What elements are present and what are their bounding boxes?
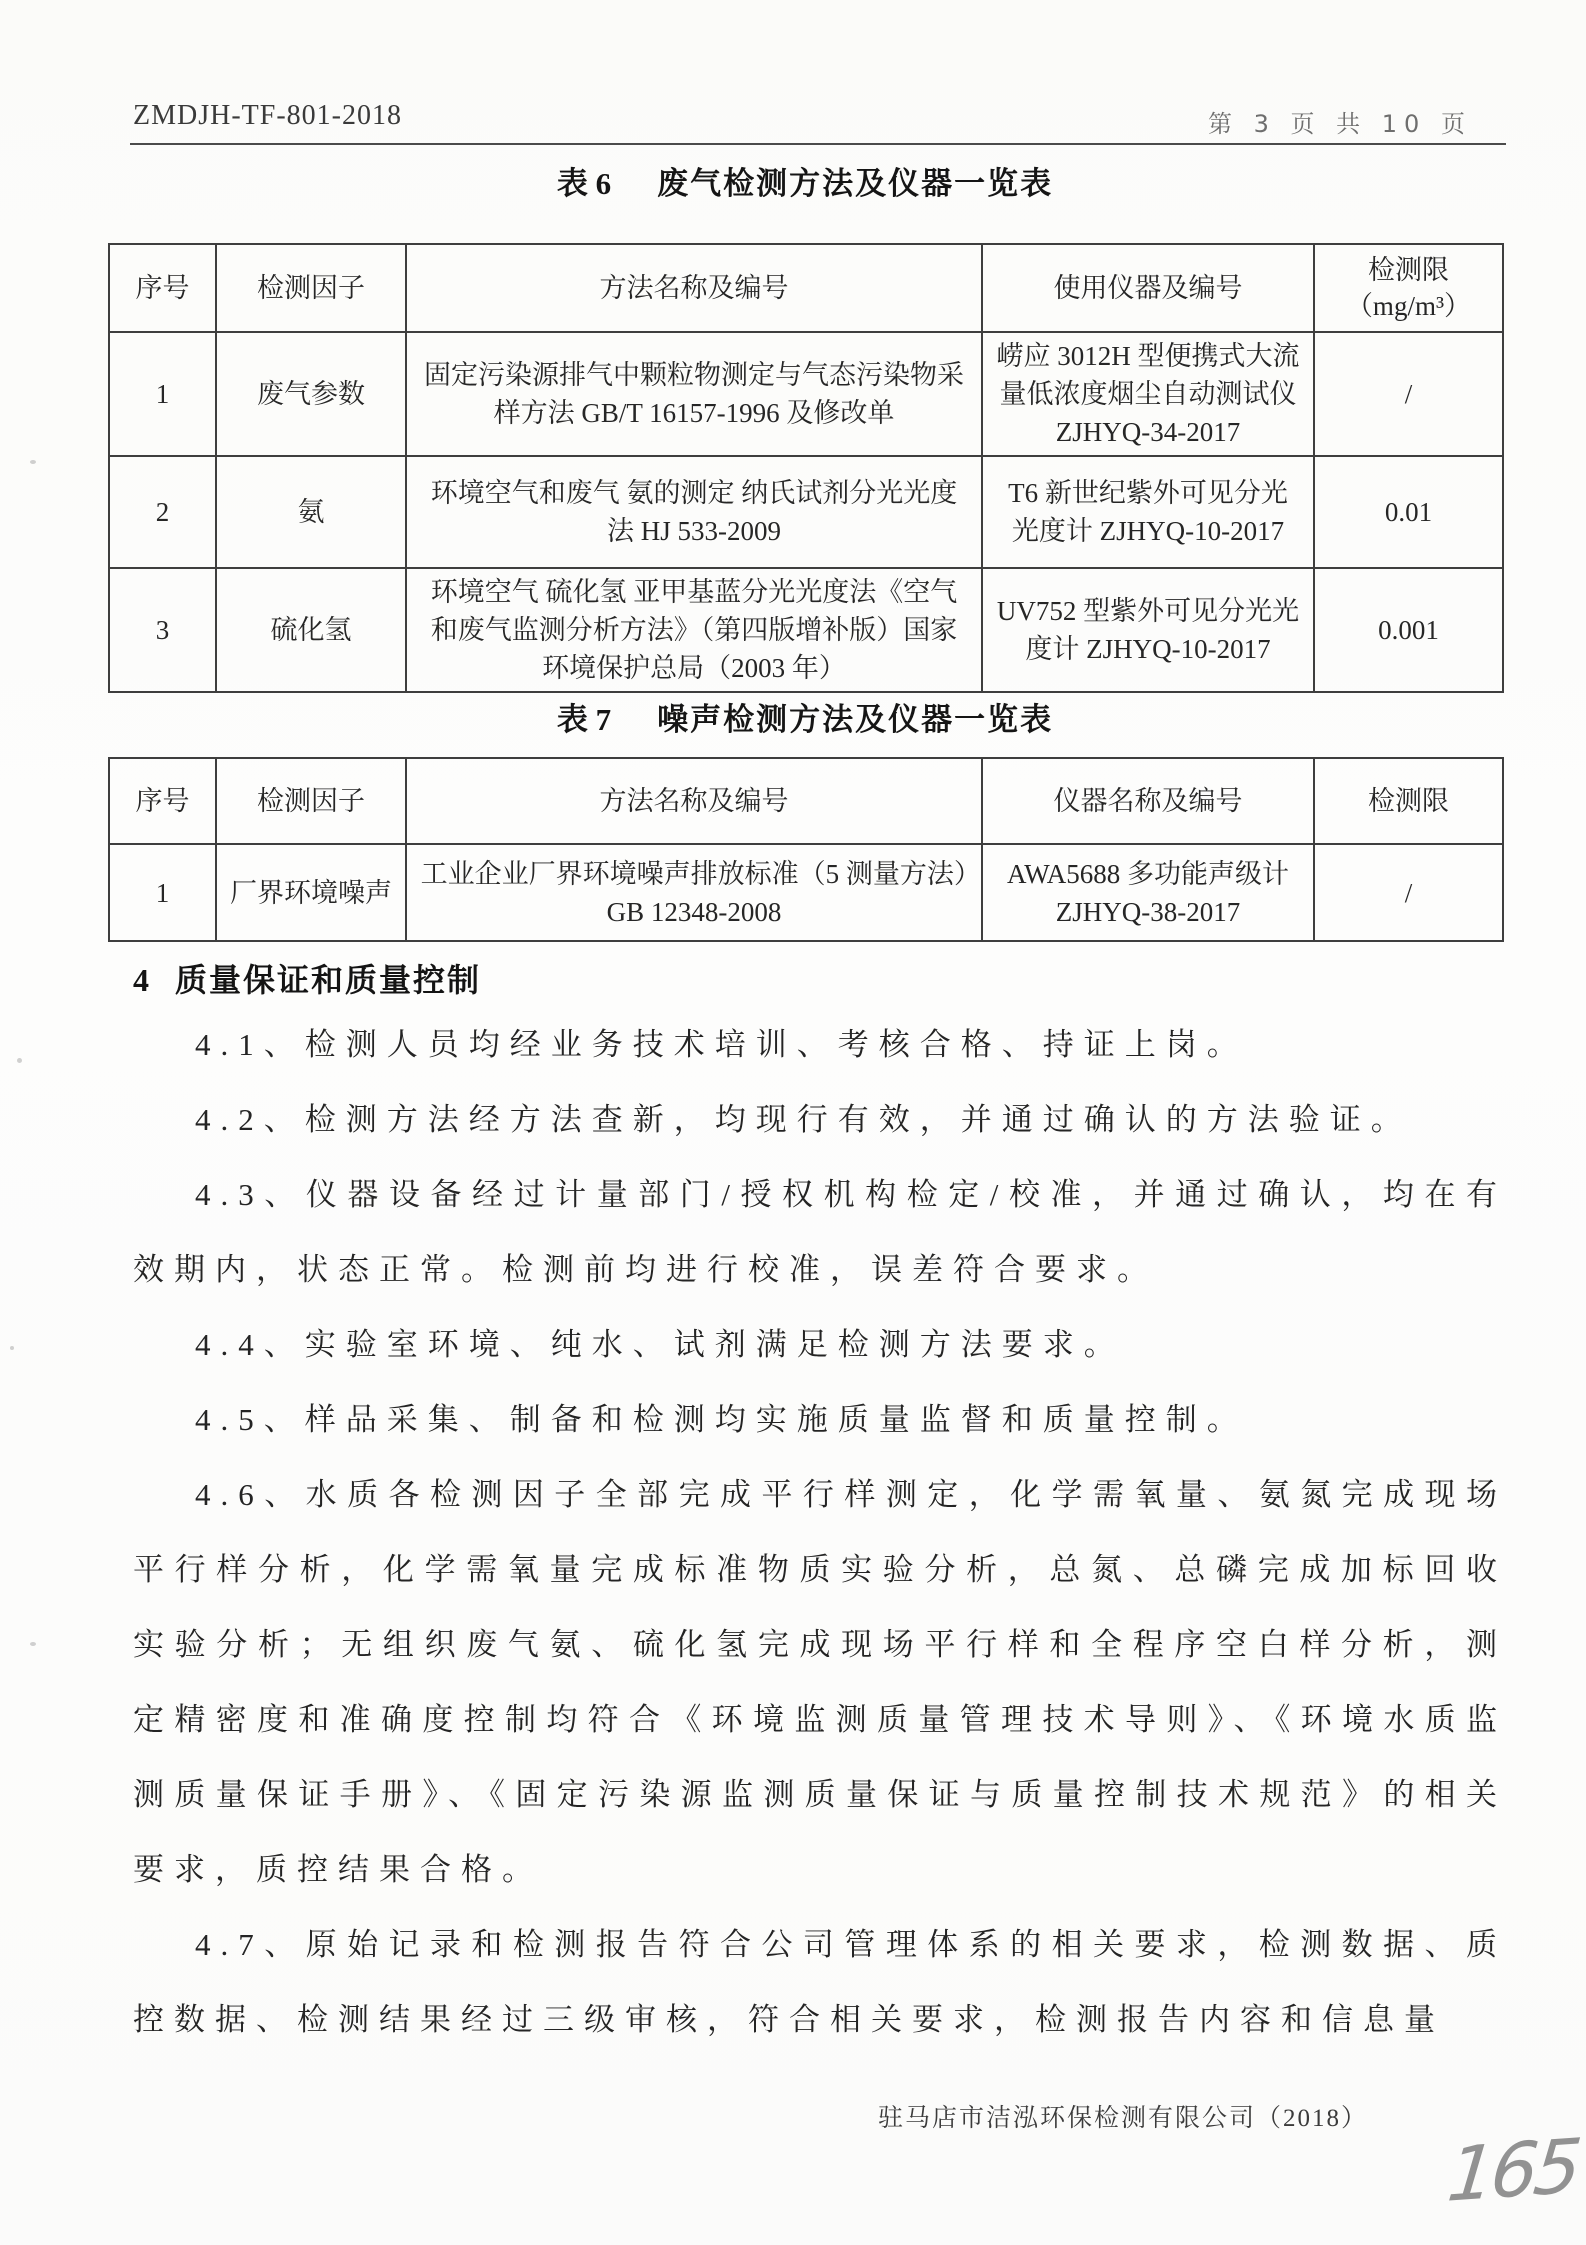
table7-header-instrument: 仪器名称及编号 — [982, 758, 1314, 844]
footer-company-name: 驻马店市洁泓环保检测有限公司（2018） — [877, 2105, 1368, 2132]
table7-row1-method: 工业企业厂界环境噪声排放标准（5 测量方法）GB 12348-2008 — [406, 844, 982, 941]
scan-speck — [30, 460, 36, 464]
table6-row2-factor: 氨 — [216, 456, 406, 568]
paragraph-4-2: 4.2、检测方法经方法查新，均现行有效，并通过确认的方法验证。 — [195, 1102, 1412, 1137]
table6-row2-instrument: T6 新世纪紫外可见分光光度计 ZJHYQ-10-2017 — [982, 456, 1314, 568]
table6-caption-text: 废气检测方法及仪器一览表 — [657, 166, 1054, 201]
table7-header-factor: 检测因子 — [216, 758, 406, 844]
table6-waste-gas-methods — [108, 243, 1504, 693]
table6-row3-instrument: UV752 型紫外可见分光光度计 ZJHYQ-10-2017 — [982, 568, 1314, 692]
table6-header-limit — [1314, 244, 1503, 332]
table-row — [109, 844, 1503, 941]
table7-caption-text: 噪声检测方法及仪器一览表 — [657, 702, 1054, 737]
document-code: ZMDJH-TF-801-2018 — [133, 100, 402, 131]
paragraph-4-7: 4.7、原始记录和检测报告符合公司管理体系的相关要求，检测数据、质控数据、检测结果经过三级审核，符合相关要求，检测报告内容和信息量 — [133, 1927, 1507, 2037]
table7-header-row — [109, 758, 1503, 844]
table-row — [109, 456, 1503, 568]
table7-caption — [108, 694, 1502, 739]
paragraph-4-6: 4.6、水质各检测因子全部完成平行样测定，化学需氧量、氨氮完成现场平行样分析，化学需氧量完成标准物质实验分析，总氮、总磷完成加标回收实验分析；无组织废气氨、硫化氢完成现场平行样和全程序空白样分析，测定精密度和准确度控制均符合《环境监测质量管理技术导则》、《环境水质监测质量保证手册》、《固定污染源监测质量保证与质量控制技术规范》的相关要求，质控结果合格。 — [133, 1477, 1507, 1887]
table6-header-method: 方法名称及编号 — [406, 244, 982, 332]
table6-row1-factor: 废气参数 — [216, 332, 406, 456]
table6-caption — [108, 158, 1502, 203]
table7-header-method: 方法名称及编号 — [406, 758, 982, 844]
table6-header-no: 序号 — [109, 244, 216, 332]
table6-row1-no: 1 — [109, 332, 216, 456]
table7-noise-methods — [108, 757, 1504, 942]
table7-row1-limit: / — [1314, 844, 1503, 941]
section4-body — [133, 1007, 1507, 2057]
section4-number: 4 — [133, 962, 151, 998]
table6-row3-no: 3 — [109, 568, 216, 692]
scan-speck — [17, 1058, 22, 1063]
table6-row3-factor: 硫化氢 — [216, 568, 406, 692]
table6-header-row — [109, 244, 1503, 332]
page-number-info: 第 3 页 共 10 页 — [1208, 110, 1472, 138]
table7-row1-instrument: AWA5688 多功能声级计 ZJHYQ-38-2017 — [982, 844, 1314, 941]
table6-row1-limit: / — [1314, 332, 1503, 456]
scan-speck — [10, 1346, 14, 1350]
table6-row2-method: 环境空气和废气 氨的测定 纳氏试剂分光光度法 HJ 533-2009 — [406, 456, 982, 568]
table6-row1-instrument: 崂应 3012H 型便携式大流量低浓度烟尘自动测试仪 ZJHYQ-34-2017 — [982, 332, 1314, 456]
table6-header-instrument: 使用仪器及编号 — [982, 244, 1314, 332]
paragraph-4-5: 4.5、样品采集、制备和检测均实施质量监督和质量控制。 — [195, 1402, 1248, 1437]
table6-header-limit-line2: （mg/m³） — [1345, 291, 1472, 321]
table7-header-limit: 检测限 — [1314, 758, 1503, 844]
table-row — [109, 568, 1503, 692]
table6-header-limit-line1: 检测限 — [1368, 255, 1449, 285]
table7-caption-label: 表 7 — [556, 702, 612, 737]
paragraph-4-4: 4.4、实验室环境、纯水、试剂满足检测方法要求。 — [195, 1327, 1125, 1362]
table6-header-factor: 检测因子 — [216, 244, 406, 332]
table6-row2-limit: 0.01 — [1314, 456, 1503, 568]
section4-title: 质量保证和质量控制 — [175, 962, 482, 998]
scan-speck — [30, 1642, 36, 1646]
header-divider — [130, 143, 1506, 145]
section4-heading — [133, 955, 481, 1001]
handwritten-page-number: 165 — [1443, 2123, 1582, 2219]
table6-row3-method: 环境空气 硫化氢 亚甲基蓝分光光度法《空气和废气监测分析方法》（第四版增补版）国家环境保护总局（2003 年） — [406, 568, 982, 692]
table6-row3-limit: 0.001 — [1314, 568, 1503, 692]
table7-header-no: 序号 — [109, 758, 216, 844]
table7-row1-factor: 厂界环境噪声 — [216, 844, 406, 941]
table-row — [109, 332, 1503, 456]
paragraph-4-3: 4.3、仪器设备经过计量部门/授权机构检定/校准，并通过确认，均在有效期内，状态正常。检测前均进行校准，误差符合要求。 — [133, 1177, 1507, 1287]
table6-row2-no: 2 — [109, 456, 216, 568]
paragraph-4-1: 4.1、检测人员均经业务技术培训、考核合格、持证上岗。 — [195, 1027, 1248, 1062]
table6-row1-method: 固定污染源排气中颗粒物测定与气态污染物采样方法 GB/T 16157-1996 及修改单 — [406, 332, 982, 456]
table7-row1-no: 1 — [109, 844, 216, 941]
table6-caption-label: 表 6 — [556, 166, 612, 201]
